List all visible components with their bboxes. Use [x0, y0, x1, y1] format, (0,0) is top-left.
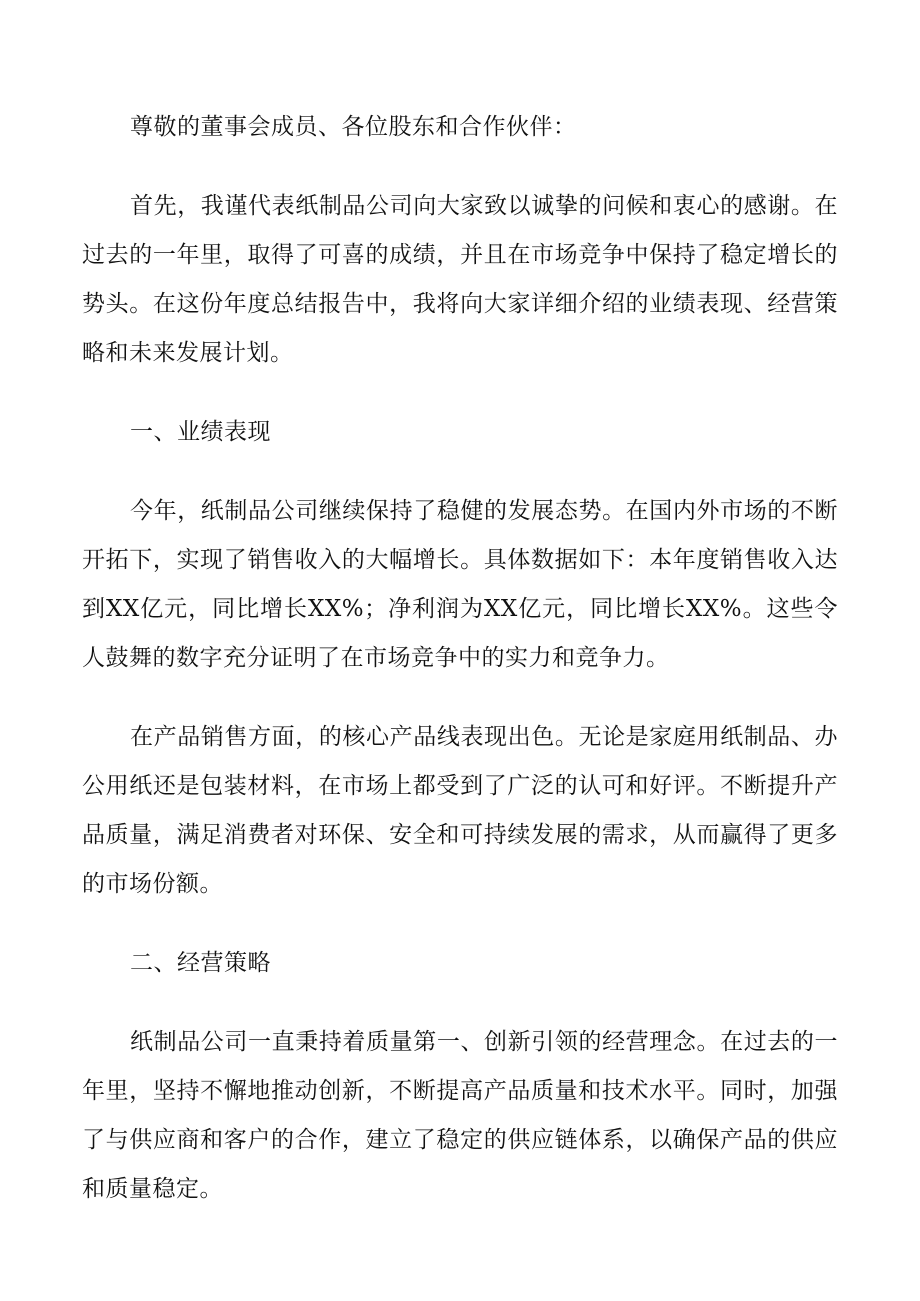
salutation: 尊敬的董事会成员、各位股东和合作伙伴：: [130, 114, 577, 140]
section-heading-performance: 一、业绩表现: [130, 419, 271, 445]
performance-paragraph-1: 今年，纸制品公司继续保持了稳健的发展态势。在国内外市场的不断开拓下，实现了销售收入的大幅增长。具体数据如下：本年度销售收入达到XX亿元，同比增长XX%；净利润为XX亿元，同比增长XX%。这些令人鼓舞的数字充分证明了在市场竞争中的实力和竞争力。: [82, 498, 838, 671]
performance-paragraph-2: 在产品销售方面，的核心产品线表现出色。无论是家庭用纸制品、办公用纸还是包装材料，在市场上都受到了广泛的认可和好评。不断提升产品质量，满足消费者对环保、安全和可持续发展的需求，从而赢得了更多的市场份额。: [82, 724, 838, 897]
document-page: [82, 103, 838, 1244]
strategy-paragraph-1: 纸制品公司一直秉持着质量第一、创新引领的经营理念。在过去的一年里，坚持不懈地推动创新，不断提高产品质量和技术水平。同时，加强了与供应商和客户的合作，建立了稳定的供应链体系，以确保产品的供应和质量稳定。: [82, 1029, 838, 1202]
section-heading-strategy: 二、经营策略: [130, 950, 271, 976]
intro-paragraph: 首先，我谨代表纸制品公司向大家致以诚挚的问候和衷心的感谢。在过去的一年里，取得了可喜的成绩，并且在市场竞争中保持了稳定增长的势头。在这份年度总结报告中，我将向大家详细介绍的业绩表现、经营策略和未来发展计划。: [82, 193, 838, 366]
